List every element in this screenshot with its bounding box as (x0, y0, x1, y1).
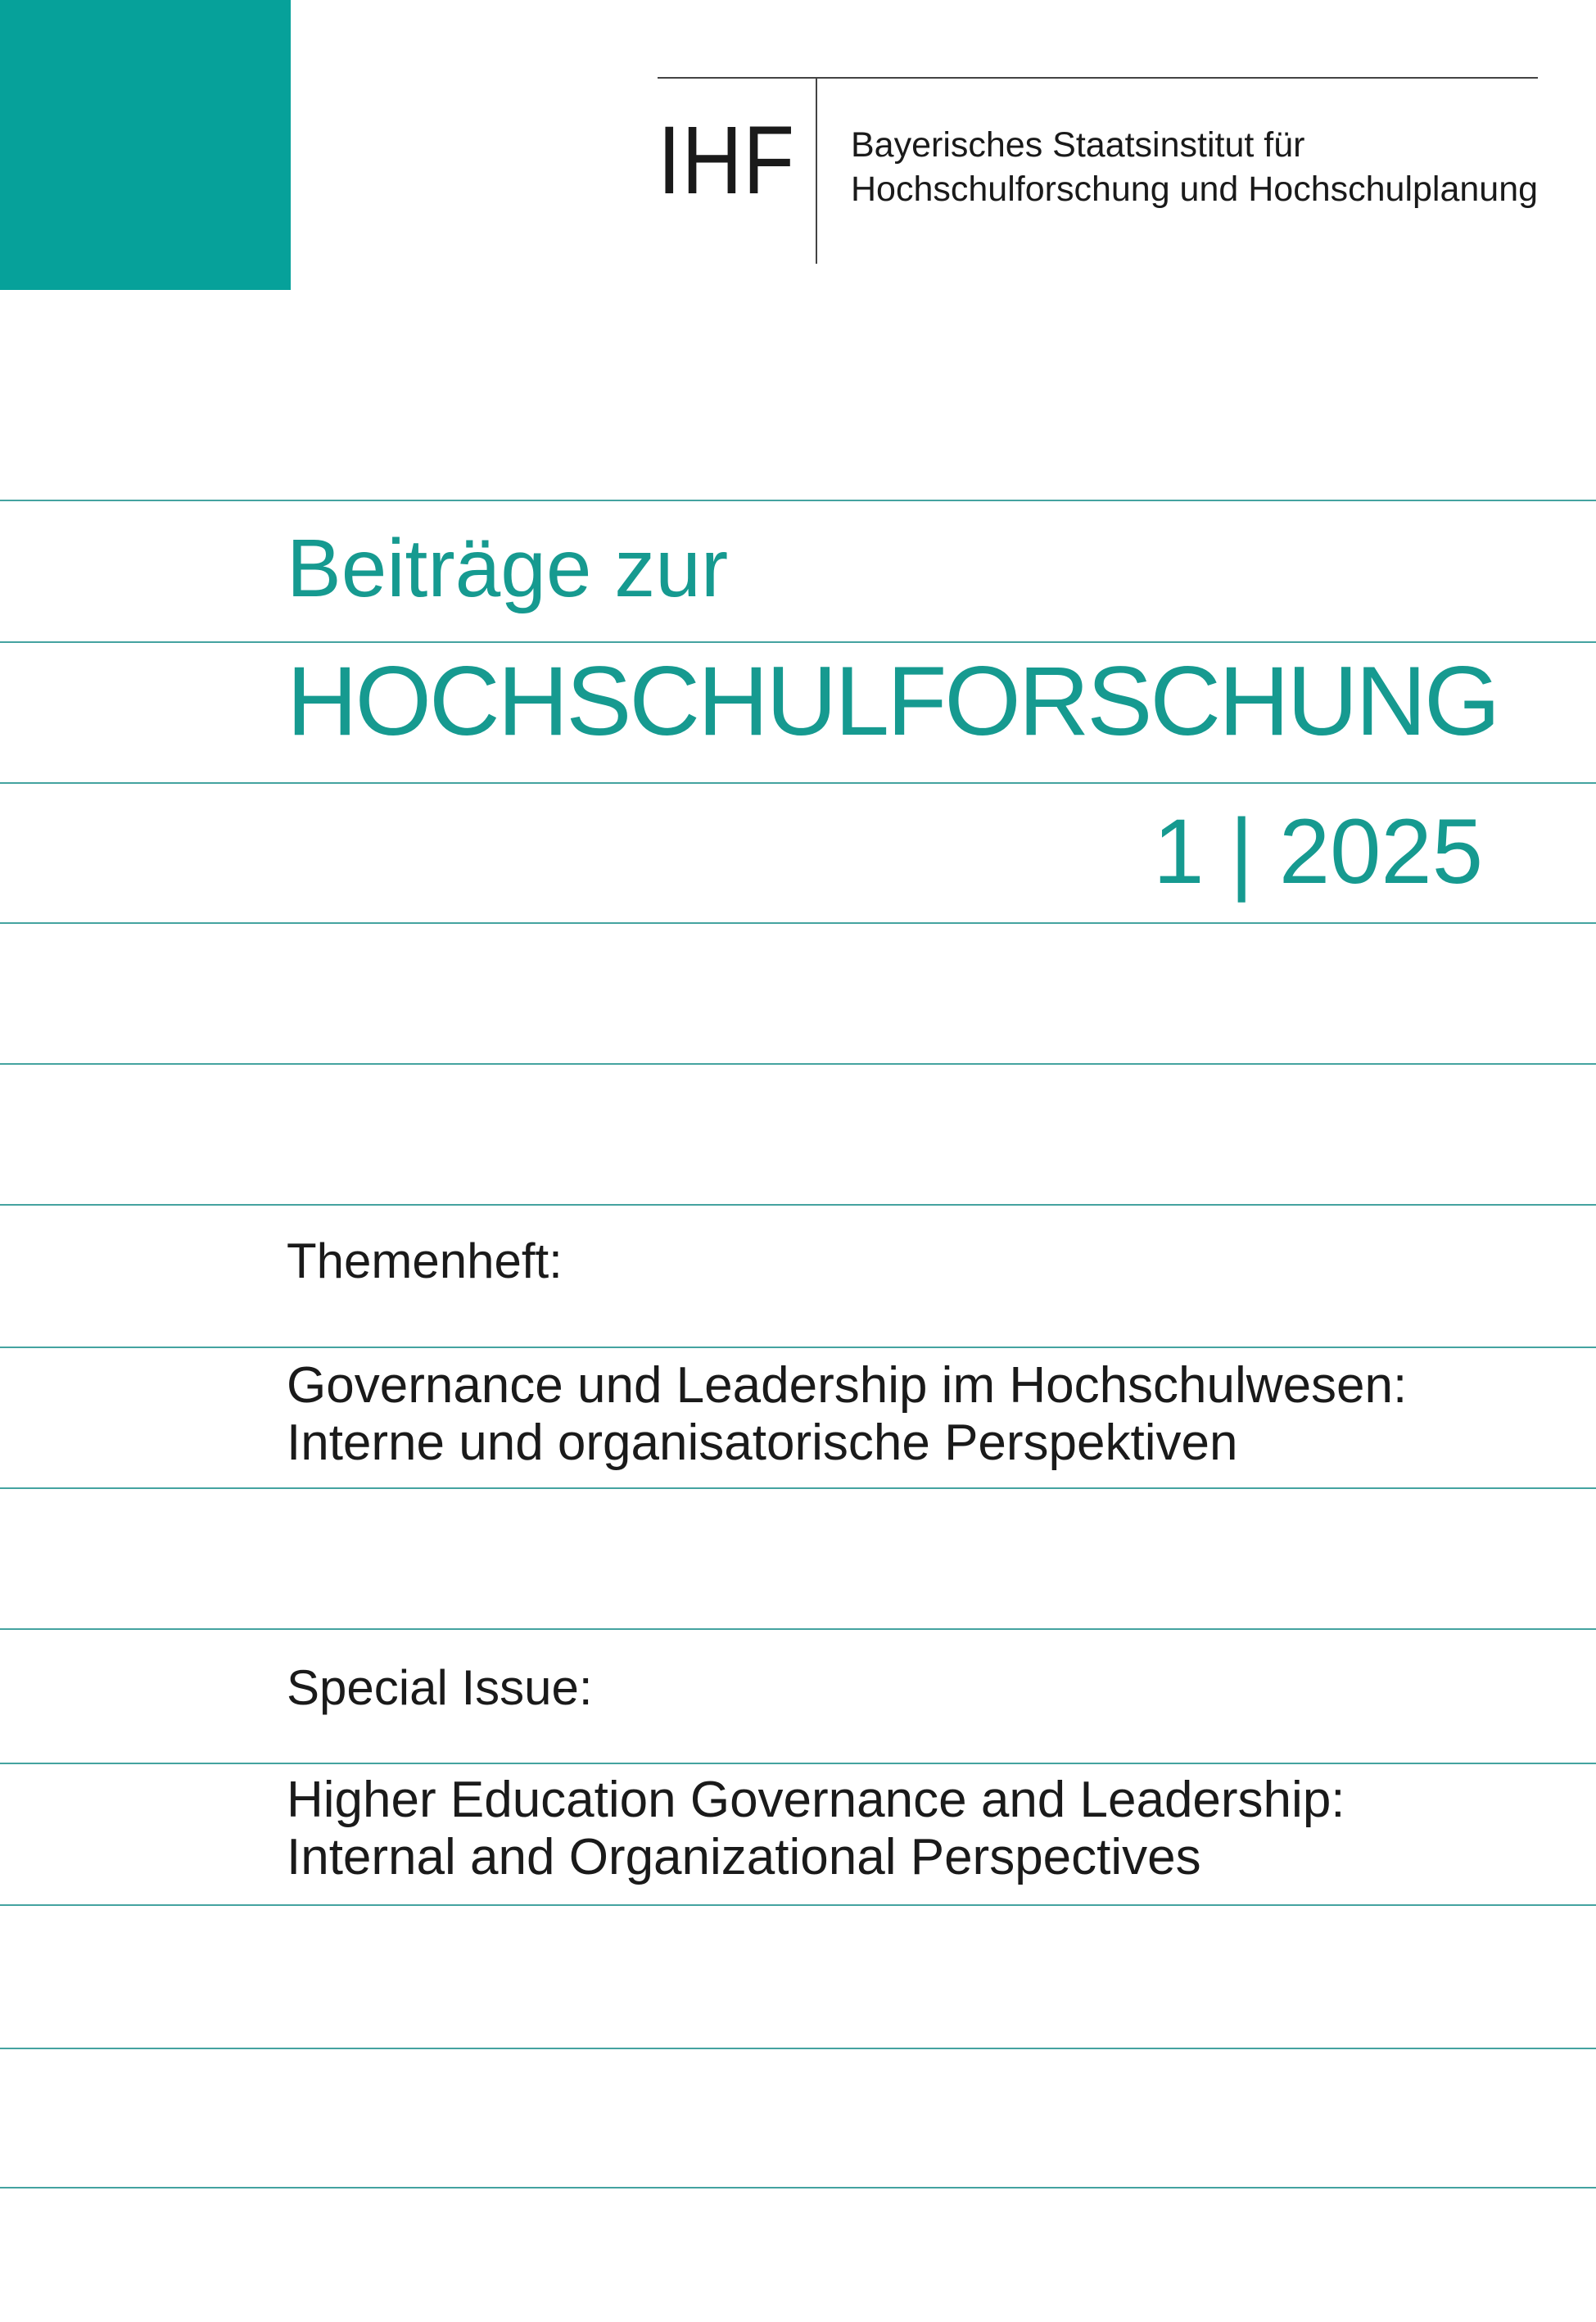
horizontal-rule-2 (0, 641, 1596, 643)
theme-title-de-line1: Governance und Leadership im Hochschulwesen: (287, 1357, 1408, 1414)
horizontal-rule-8 (0, 1487, 1596, 1489)
theme-title-en-line2: Internal and Organizational Perspectives (287, 1829, 1201, 1885)
institute-name-line1: Bayerisches Staatsinstitut für (851, 125, 1305, 165)
theme-label-de: Themenheft: (287, 1233, 563, 1288)
horizontal-rule-1 (0, 500, 1596, 501)
horizontal-rule-5 (0, 1063, 1596, 1065)
theme-title-en (287, 1772, 1345, 1886)
ihf-logo: IHF (658, 106, 795, 215)
horizontal-rule-11 (0, 1904, 1596, 1906)
theme-title-en-line1: Higher Education Governance and Leadership: (287, 1772, 1345, 1828)
theme-label-en: Special Issue: (287, 1660, 593, 1715)
horizontal-rule-12 (0, 2048, 1596, 2049)
institute-name-line2: Hochschulforschung und Hochschulplanung (851, 170, 1539, 209)
theme-title-de (287, 1357, 1407, 1472)
horizontal-rule-7 (0, 1347, 1596, 1348)
logo-divider-rule (816, 77, 817, 264)
horizontal-rule-3 (0, 782, 1596, 784)
series-title-line1: Beiträge zur (287, 523, 729, 614)
logo-top-rule (658, 77, 1538, 79)
corner-accent-block (0, 0, 291, 290)
issue-number: 1 | 2025 (1153, 800, 1483, 903)
theme-title-de-line2: Interne und organisatorische Perspektiven (287, 1414, 1238, 1471)
horizontal-rule-13 (0, 2187, 1596, 2188)
series-title-line2: HOCHSCHULFORSCHUNG (287, 646, 1499, 756)
horizontal-rule-4 (0, 922, 1596, 924)
horizontal-rule-6 (0, 1204, 1596, 1206)
horizontal-rule-9 (0, 1628, 1596, 1630)
institute-name (851, 123, 1538, 211)
horizontal-rule-10 (0, 1763, 1596, 1764)
